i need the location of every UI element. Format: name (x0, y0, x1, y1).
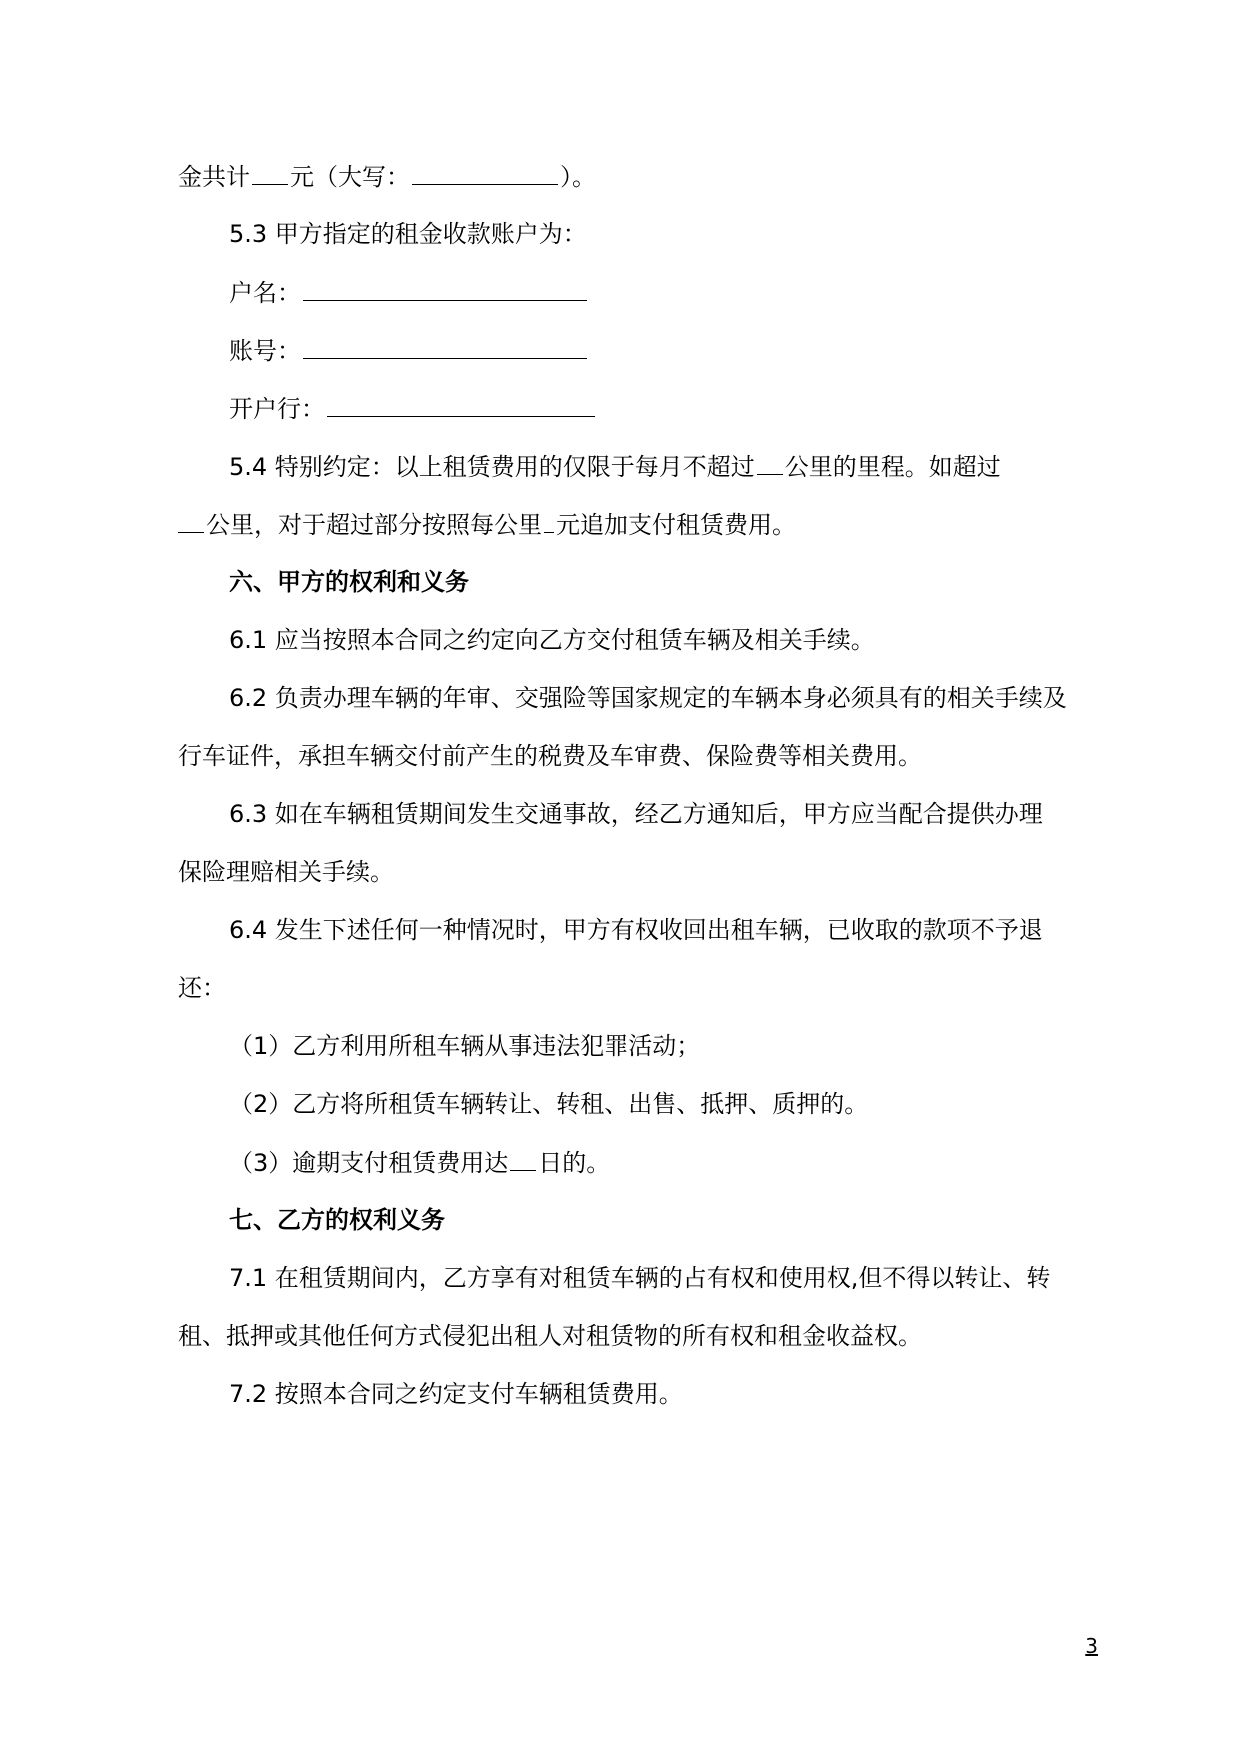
paragraph-line: 6.1 应当按照本合同之约定向乙方交付租赁车辆及相关手续。 (229, 626, 875, 654)
paragraph-line: 保险理赔相关手续。 (178, 858, 394, 886)
paragraph-line: 租、抵押或其他任何方式侵犯出租人对租赁物的所有权和租金收益权。 (178, 1322, 922, 1350)
bank-field[interactable] (327, 392, 595, 417)
paragraph-line: 金共计 元（大写： ）。 (178, 160, 1098, 193)
paragraph-line: 6.4 发生下述任何一种情况时，甲方有权收回出租车辆，已收取的款项不予退 (229, 916, 1043, 944)
paragraph-line: 公里，对于超过部分按照每公里 元追加支付租赁费用。 (178, 508, 1098, 541)
paragraph-line: 5.3 甲方指定的租金收款账户为： (229, 220, 587, 248)
blank-field[interactable] (252, 160, 288, 185)
paragraph-line: 还： (178, 974, 226, 1002)
paragraph-line: 行车证件，承担车辆交付前产生的税费及车审费、保险费等相关费用。 (178, 742, 922, 770)
account-name-line: 户名： (229, 276, 1149, 309)
blank-field[interactable] (757, 450, 783, 475)
paragraph-line: 6.3 如在车辆租赁期间发生交通事故，经乙方通知后，甲方应当配合提供办理 (229, 800, 1043, 828)
bank-line: 开户行： (229, 392, 1149, 425)
section-heading: 六、甲方的权利和义务 (229, 568, 469, 596)
paragraph-line: 7.1 在租赁期间内，乙方享有对租赁车辆的占有权和使用权,但不得以转让、转 (229, 1264, 1051, 1292)
list-item: （1）乙方利用所租车辆从事违法犯罪活动； (229, 1032, 701, 1060)
blank-field[interactable] (178, 508, 204, 533)
account-number-field[interactable] (303, 334, 587, 359)
section-heading: 七、乙方的权利义务 (229, 1206, 445, 1234)
list-item: （3）逾期支付租赁费用达 日的。 (229, 1146, 1149, 1179)
blank-field[interactable] (544, 508, 554, 533)
paragraph-line: 6.2 负责办理车辆的年审、交强险等国家规定的车辆本身必须具有的相关手续及 (229, 684, 1067, 712)
list-item: （2）乙方将所租赁车辆转让、转租、出售、抵押、质押的。 (229, 1090, 869, 1118)
blank-field[interactable] (412, 160, 558, 185)
blank-field[interactable] (510, 1146, 536, 1171)
account-name-field[interactable] (303, 276, 587, 301)
paragraph-line: 5.4 特别约定：以上租赁费用的仅限于每月不超过 公里的里程。如超过 (229, 450, 1149, 483)
account-number-line: 账号： (229, 334, 1149, 367)
paragraph-line: 7.2 按照本合同之约定支付车辆租赁费用。 (229, 1380, 683, 1408)
page-number: 3 (1085, 1634, 1098, 1658)
